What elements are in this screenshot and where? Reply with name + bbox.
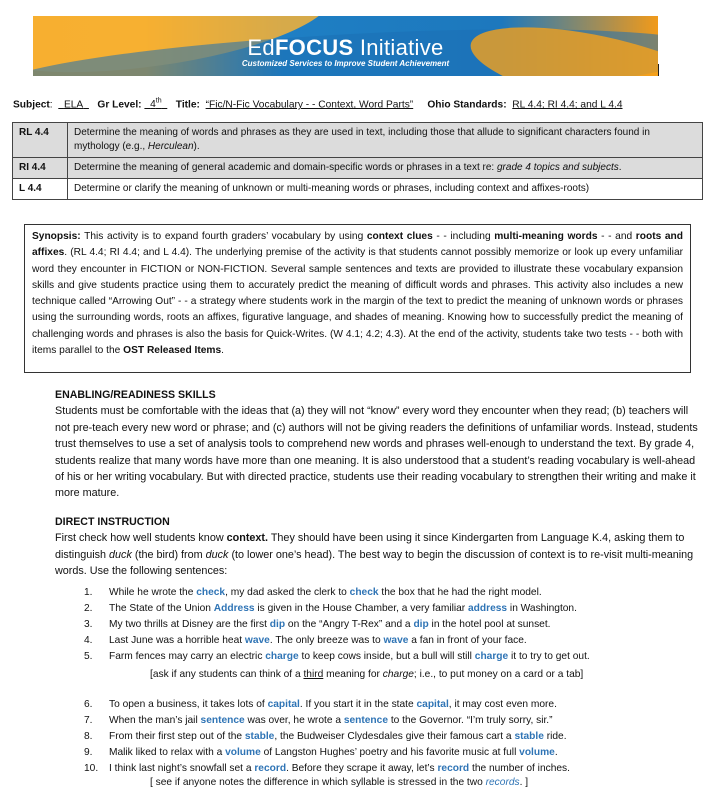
divider [658,64,659,76]
item-number: 8. [84,731,93,742]
standard-code: RI 4.4 [13,158,68,179]
list-item [84,633,590,649]
list-item [84,617,590,633]
item-number: 6. [84,699,93,710]
multi-meaning-word: dip [269,619,286,630]
item-number: 5. [84,651,93,662]
example-sentence-list [84,585,590,665]
table-row [13,158,703,179]
sentence-text: to the Governor. “I’m truly sorry, sir.” [387,715,553,726]
standard-description: Determine the meaning of general academic and domain-specific words or phrases in a text re: grade 4 topics and subjects. [68,158,703,179]
sentence-text: the number of inches. [469,763,570,774]
sentence-text: . [554,747,558,758]
item-number: 9. [84,747,93,758]
section-text: Students must be comfortable with the ideas that (a) they will not “know” every word they encounter when they read; (b) teachers will not pre-teach every new word or phrase; and (c) authors will not be giving readers the definitions of unfamiliar words. Instead, students trust themselves to use a set of analysis tools to comprehend new words and phrases well-enough to understand the text. By grade 4, students realize that many words have more than one meaning. It is also understood that a student’s reading vocabulary is well-ahead of his or her writing vocabulary. But with directed practice, students use their reading vocabulary to strengthen their writing and make it more mature. [55,405,698,500]
sentence-text: The State of the Union [109,603,214,614]
sentence-text: ride. [543,731,567,742]
standard-code: RL 4.4 [13,123,68,158]
sentence-text: , the Budweiser Clydesdales give their famous cart a [274,731,515,742]
multi-meaning-word: sentence [343,715,388,726]
sentence-text: to keep cows inside, but a bull will still [298,651,475,662]
teacher-note: [ask if any students can think of a third meaning for charge; i.e., to put money on a card or a tab] [150,669,584,680]
sentence-text: of Langston Hughes’ poetry and his favorite music at full [260,747,520,758]
multi-meaning-word: stable [514,731,544,742]
multi-meaning-word: volume [519,747,555,758]
synopsis-box: Synopsis: This activity is to expand fourth graders’ vocabulary by using context clues - - including multi-meaning words - - and roots and affixes. (RL 4.4; RI 4.4; and L 4.4). The underlying premise of the activity is that students cannot possibly memorize or look up every unfamiliar word they encounter in FICTION or NON-FICTION. Several sample sentences and texts are provided to illustrate these vocabulary expansion skills and give students practice using them to accurately predict the meaning of difficult words and phrases. This activity also includes a new technique called “Arrowing Out” - - a strategy where students work in the margin of the text to predict the meaning of unknown words or phrases using the surrounding words, roots an affixes, figurative language, and shades of meaning. Knowing how to successfully predict the meaning of challenging words and phrases is also the basis for Quick-Writes. (W 4.1; 4.2; 4.3). At the end of the activity, students take two tests - - both with items parallel to the OST Released Items. [24,224,691,373]
banner-logo-text: EdFOCUS Initiative [247,35,444,60]
sentence-text: in the hotel pool at sunset. [428,619,551,630]
multi-meaning-word: Address [213,603,255,614]
multi-meaning-word: charge [474,651,509,662]
item-number: 3. [84,619,93,630]
multi-meaning-word: stable [244,731,275,742]
sentence-text: . Before they scrape it away, let’s [286,763,438,774]
sentence-text: is given in the House Chamber, a very familiar [254,603,469,614]
sentence-text: a fan in front of your face. [408,635,527,646]
item-number: 7. [84,715,93,726]
sentence-text: My two thrills at Disney are the first [109,619,270,630]
direct-instruction-section [55,514,700,580]
teacher-note: [ see if anyone notes the difference in which syllable is stressed in the two records. ] [150,777,529,788]
sentence-text: Farm fences may carry an electric [109,651,266,662]
sentence-text: From their first step out of the [109,731,245,742]
list-item [84,585,590,601]
sentence-text: I think last night’s snowfall set a [109,763,255,774]
sentence-text: When the man’s jail [109,715,201,726]
standard-code: L 4.4 [13,179,68,200]
sentence-text: , it may cost even more. [448,699,557,710]
table-row [13,179,703,200]
sentence-text: Last June was a horrible heat [109,635,245,646]
standard-description: Determine or clarify the meaning of unknown or multi-meaning words or phrases, including context and affixes-roots) [68,179,703,200]
sentence-text: . The only breeze was to [269,635,384,646]
sentence-text: in Washington. [507,603,577,614]
example-sentence-list [84,697,570,777]
multi-meaning-word: wave [383,635,409,646]
item-number: 2. [84,603,93,614]
list-item [84,729,570,745]
table-row [13,123,703,158]
list-item [84,697,570,713]
item-number: 1. [84,587,93,598]
edfocus-banner [33,16,658,76]
sentence-text: , my dad asked the clerk to [225,587,350,598]
list-item [84,761,570,777]
sentence-text: Malik liked to relax with a [109,747,226,758]
subject-line: Subject: ELA Gr Level: 4th Title: “Fic/N-Fic Vocabulary - - Context, Word Parts” Ohio Standards: RL 4.4; RI 4.4; and L 4.4 [13,98,623,111]
section-heading: DIRECT INSTRUCTION [55,516,170,528]
sentence-text: it to try to get out. [508,651,590,662]
sentence-text: To open a business, it takes lots of [109,699,268,710]
section-heading: ENABLING/READINESS SKILLS [55,389,216,401]
multi-meaning-word: record [437,763,470,774]
list-item [84,649,590,665]
multi-meaning-word: capital [416,699,449,710]
sentence-text: While he wrote the [109,587,197,598]
multi-meaning-word: address [468,603,508,614]
standards-table [12,122,703,200]
section-text: First check how well students know context. They should have been using it since Kindergarten from Language K.4, asking them to distinguish duck (the bird) from duck (to lower one’s head). The best way to begin the discussion of context is to re-visit multi-meaning words. Use the following sentences: [55,532,694,578]
multi-meaning-word: wave [244,635,270,646]
multi-meaning-word: volume [225,747,261,758]
sentence-text: the box that he had the right model. [378,587,542,598]
multi-meaning-word: sentence [200,715,245,726]
multi-meaning-word: dip [413,619,429,630]
multi-meaning-word: capital [267,699,300,710]
sentence-text: was over, he wrote a [244,715,344,726]
list-item [84,601,590,617]
multi-meaning-word: charge [265,651,299,662]
list-item [84,745,570,761]
enabling-section [55,387,700,502]
item-number: 4. [84,635,93,646]
sentence-text: . If you start it in the state [299,699,417,710]
item-number: 10. [84,763,99,774]
multi-meaning-word: check [349,587,379,598]
multi-meaning-word: check [196,587,226,598]
list-item [84,713,570,729]
standard-description: Determine the meaning of words and phrases as they are used in text, including those that allude to significant characters found in mythology (e.g., Herculean). [68,123,703,158]
sentence-text: on the “Angry T-Rex” and a [285,619,414,630]
multi-meaning-word: record [254,763,287,774]
banner-tagline: Customized Services to Improve Student Achievement [241,59,450,68]
